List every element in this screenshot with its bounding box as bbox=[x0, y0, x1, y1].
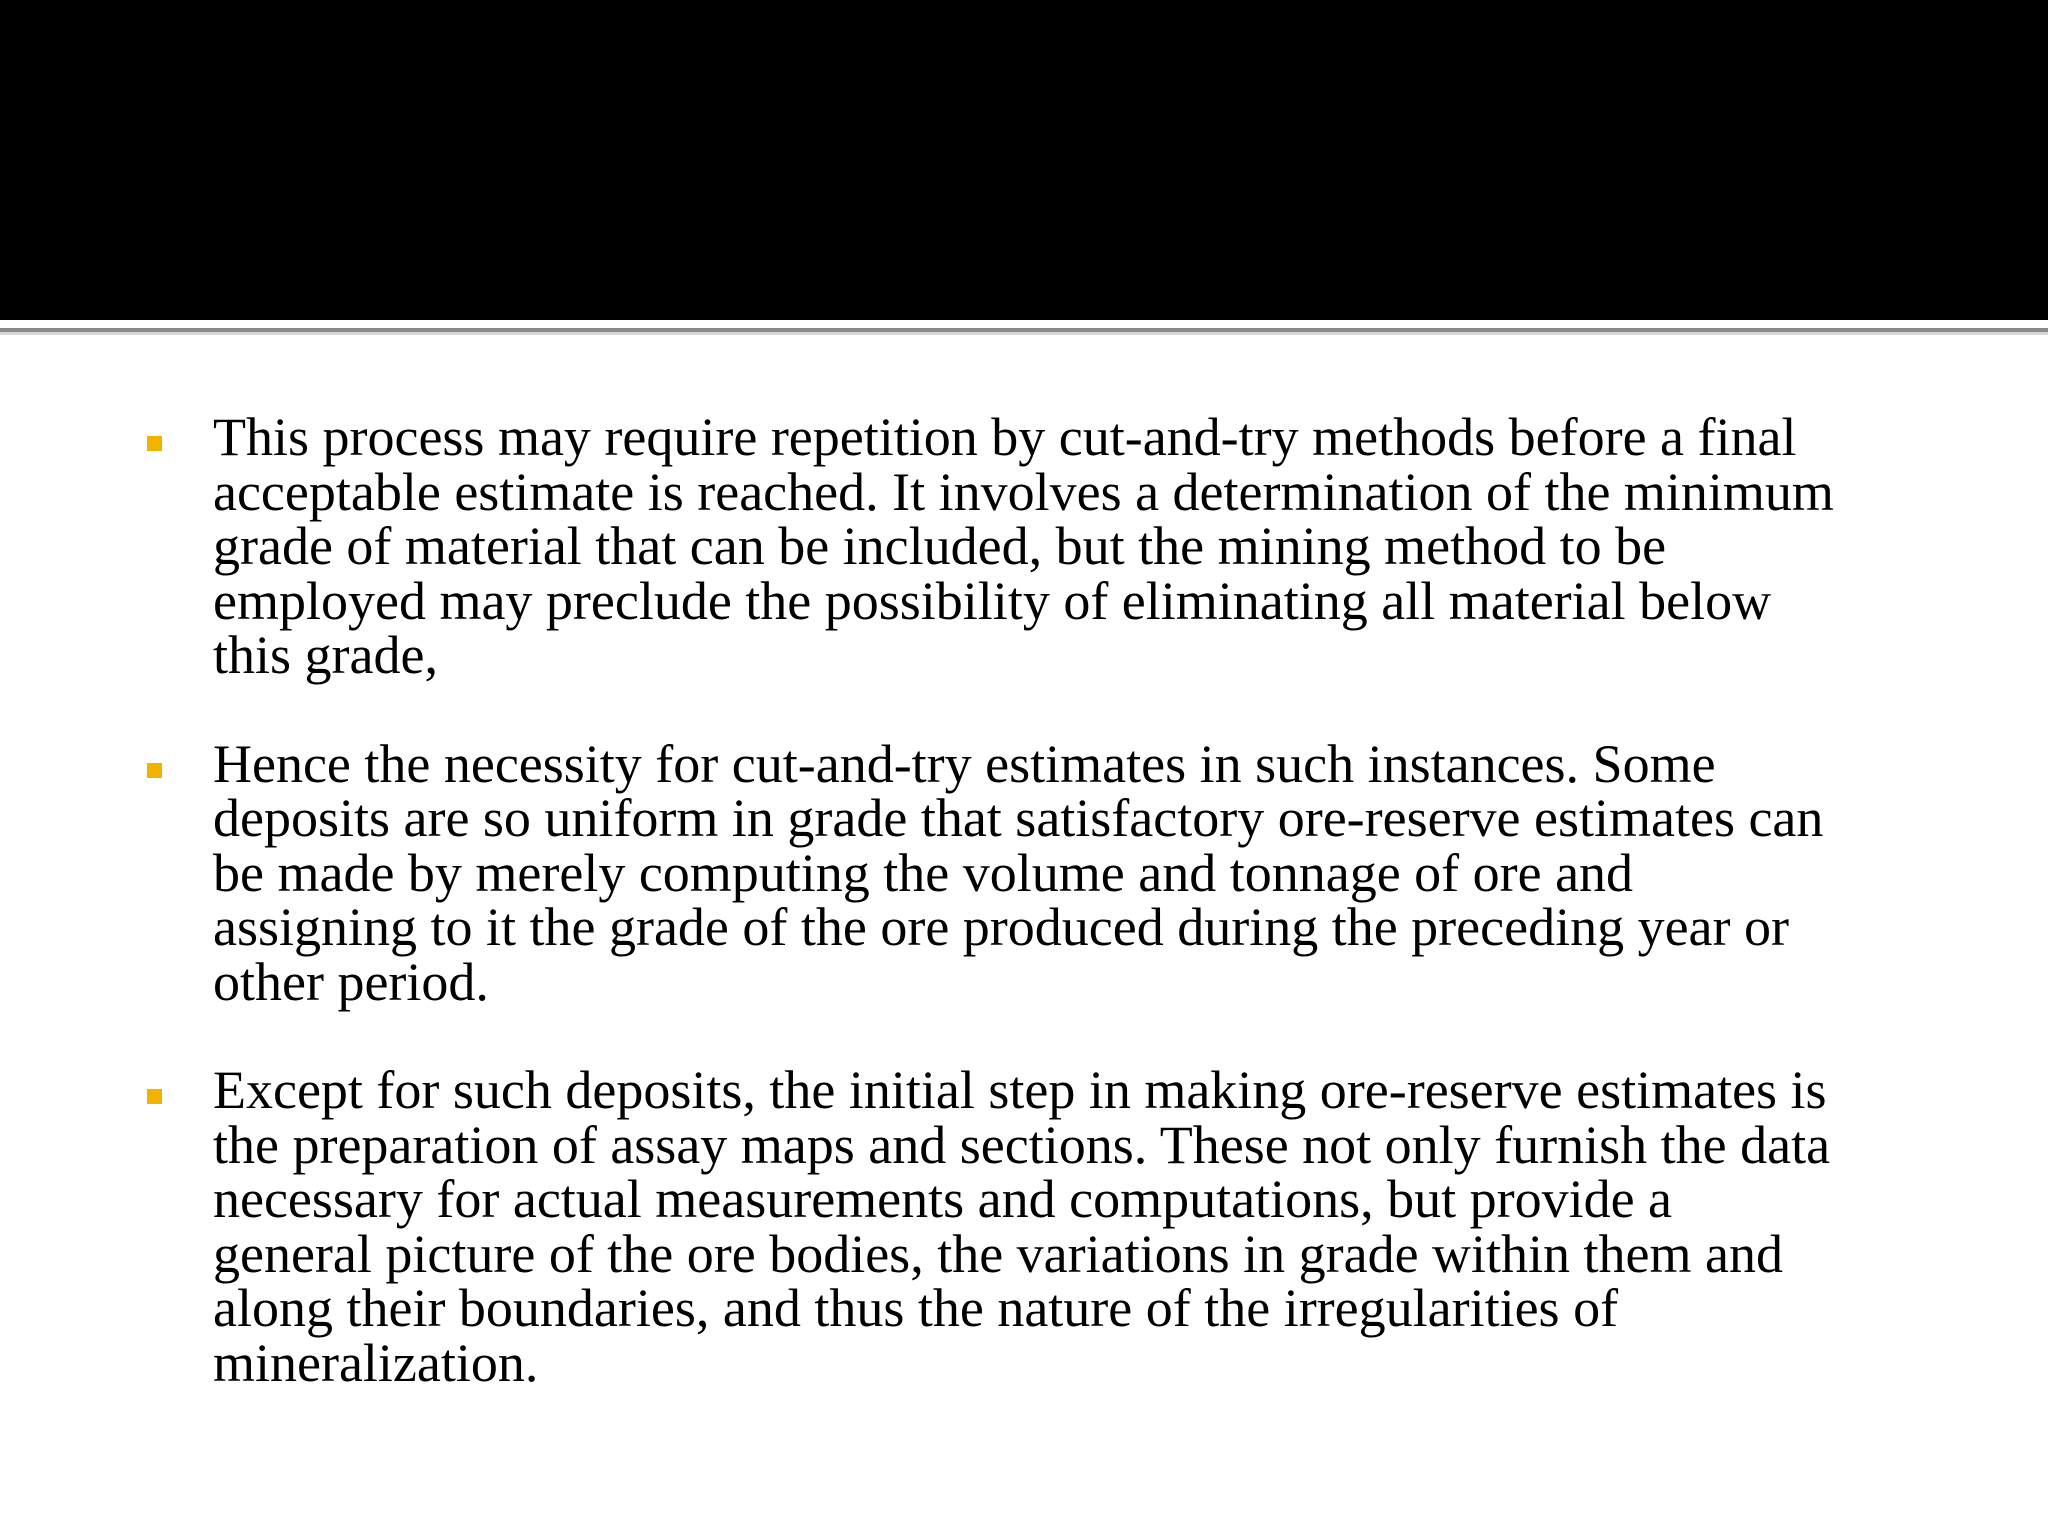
square-bullet-icon bbox=[147, 436, 162, 451]
bullet-text: This process may require repetition by cut-and-try methods before a final acceptable estimate is reached. It involves a determination of the minimum grade of material that can be included, but the mining method to be employed may preclude the possibility of eliminating all material below this grade, bbox=[213, 407, 1834, 685]
bullet-item bbox=[0, 1060, 2048, 1393]
divider-gap bbox=[0, 320, 2048, 328]
divider-shadow bbox=[0, 332, 2048, 335]
square-bullet-icon bbox=[147, 1089, 162, 1104]
title-band bbox=[0, 0, 2048, 320]
slide-body bbox=[0, 407, 2048, 1444]
bullet-text: Except for such deposits, the initial step in making ore-reserve estimates is the preparation of assay maps and sections. These not only furnish the data necessary for actual measurements and computations, but provide a general picture of the ore bodies, the variations in grade within them and along their boundaries, and thus the nature of the irregularities of mineralization. bbox=[213, 1060, 1831, 1393]
bullet-item bbox=[0, 733, 2048, 1012]
bullet-text: Hence the necessity for cut-and-try estimates in such instances. Some deposits are so uniform in grade that satisfactory ore-reserve estimates can be made by merely computing the volume and tonnage of ore and assigning to it the grade of the ore produced during the preceding year or other period. bbox=[213, 733, 1824, 1012]
bullet-item bbox=[0, 407, 2048, 685]
square-bullet-icon bbox=[147, 763, 162, 778]
